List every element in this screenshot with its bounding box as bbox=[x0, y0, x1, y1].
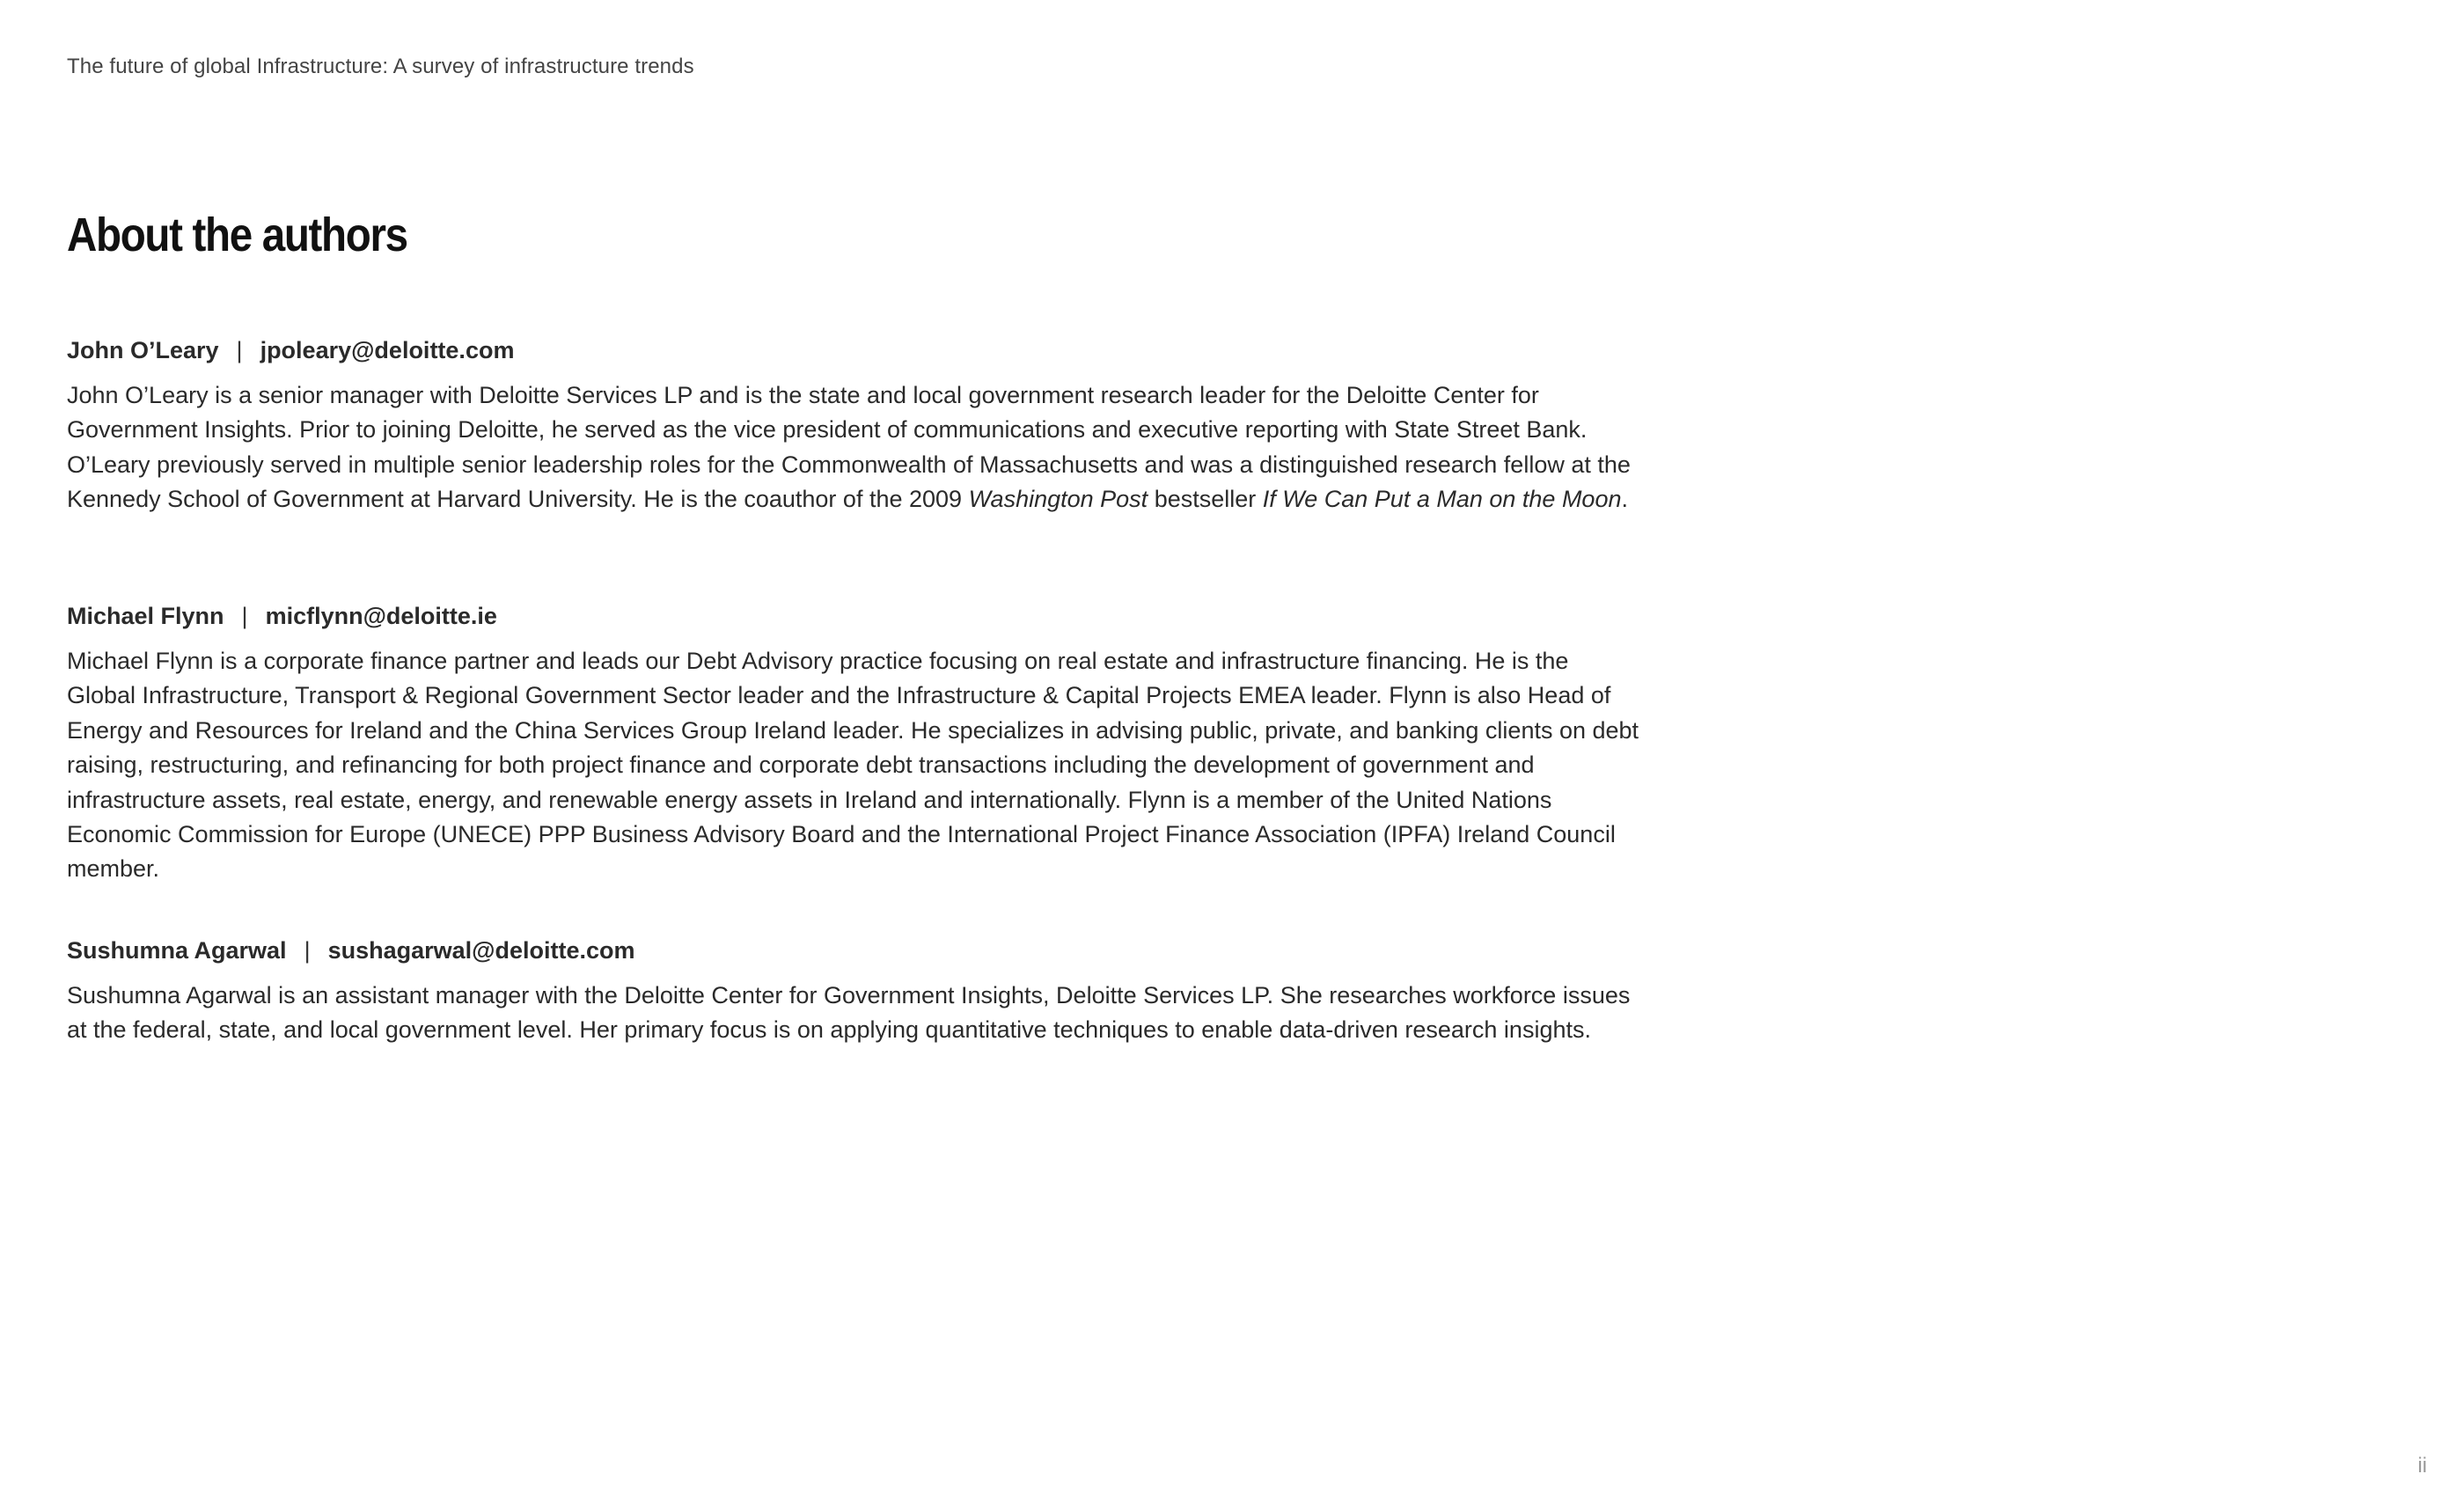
author-email-link[interactable]: jpoleary@deloitte.com bbox=[260, 337, 515, 363]
author-heading bbox=[67, 600, 1642, 632]
author-bio bbox=[67, 378, 1642, 517]
author-block-flynn bbox=[67, 600, 1642, 887]
name-email-separator: | bbox=[241, 603, 248, 629]
author-block-agarwal bbox=[67, 935, 1642, 1048]
author-name: Michael Flynn bbox=[67, 603, 224, 629]
author-bio: Sushumna Agarwal is an assistant manager with the Deloitte Center for Government Insights, Deloitte Services LP. She researches workforce issues at the federal, state, and local government level. Her primary focus is on applying quantitative techniques to enable data-driven research insights. bbox=[67, 982, 1631, 1044]
author-name: John O’Leary bbox=[67, 337, 219, 363]
author-name: Sushumna Agarwal bbox=[67, 937, 287, 964]
running-header: The future of global Infrastructure: A survey of infrastructure trends bbox=[67, 55, 694, 78]
name-email-separator: | bbox=[236, 337, 243, 363]
author-bio: Michael Flynn is a corporate finance partner and leads our Debt Advisory practice focusing on real estate and infrastructure financing. He is the Global Infrastructure, Transport & Regional Government Sector leader and the Infrastructure & Capital Projects EMEA leader. Flynn is also Head of Energy and Resources for Ireland and the China Services Group Ireland leader. He specializes in advising public, private, and banking clients on debt raising, restructuring, and refinancing for both project finance and corporate debt transactions including the development of government and infrastructure assets, real estate, energy, and renewable energy assets in Ireland and internationally. Flynn is a member of the United Nations Economic Commission for Europe (UNECE) PPP Business Advisory Board and the International Project Finance Association (IPFA) Ireland Council member. bbox=[67, 648, 1639, 883]
author-block-oleary bbox=[67, 334, 1642, 517]
bio-text: bestseller bbox=[1148, 486, 1263, 513]
bio-italic-book-title: If We Can Put a Man on the Moon bbox=[1262, 486, 1622, 513]
author-email-link[interactable]: micflynn@deloitte.ie bbox=[265, 603, 497, 629]
section-title: About the authors bbox=[67, 209, 407, 261]
bio-italic-publication: Washington Post bbox=[968, 486, 1148, 513]
name-email-separator: | bbox=[304, 937, 311, 964]
author-heading bbox=[67, 334, 1642, 366]
bio-text: . bbox=[1621, 486, 1628, 513]
author-heading bbox=[67, 935, 1642, 966]
page-number: ii bbox=[2417, 1454, 2427, 1478]
bio-text: John O’Leary is a senior manager with Deloitte Services LP and is the state and local government research leader for the Deloitte Center for Government Insights. Prior to joining Deloitte, he served as the vice president of communications and executive reporting with State Street Bank. O’Leary previously served in multiple senior leadership roles for the Commonwealth of Massachusetts and was a distinguished research fellow at the Kennedy School of Government at Harvard University. He is the coauthor of the 2009 bbox=[67, 382, 1631, 513]
author-email-link[interactable]: sushagarwal@deloitte.com bbox=[327, 937, 635, 964]
